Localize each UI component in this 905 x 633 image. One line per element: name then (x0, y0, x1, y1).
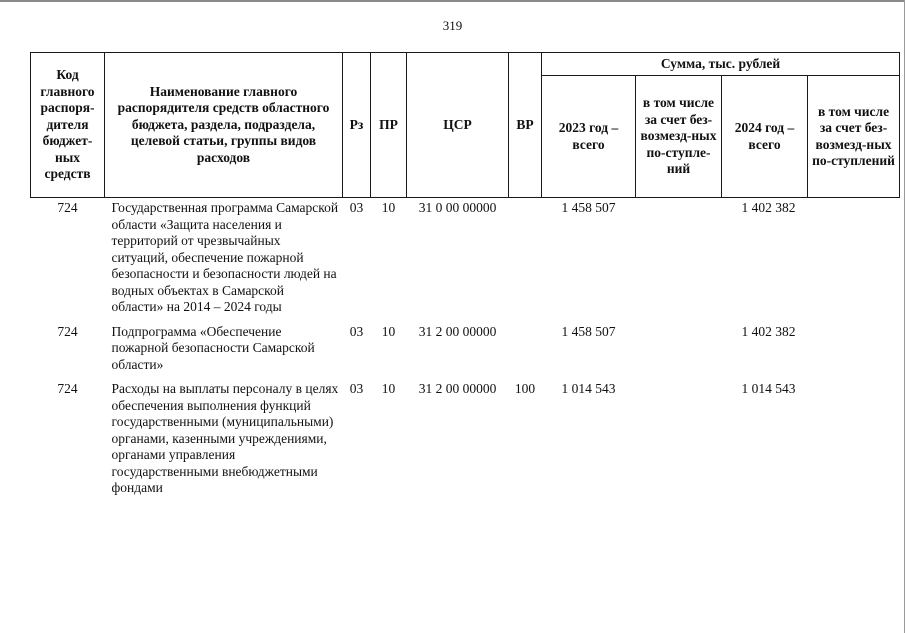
cell-name: Подпрограмма «Обеспечение пожарной безопасности Самарской области» (111, 323, 315, 372)
cell-2023-grants (636, 379, 722, 503)
table-body (31, 198, 900, 503)
cell-csr: 31 2 00 00000 (418, 323, 497, 339)
header-2023-total: 2023 год – всего (542, 76, 636, 198)
cell-csr: 31 0 00 00000 (418, 200, 497, 215)
table-row (31, 379, 900, 503)
cell-name: Расходы на выплаты персоналу в целях обеспечения выполнения функций государственными (муниципальными) органами, казенными учреждениями, органами управления государственными внебюджетными фондами (111, 381, 339, 495)
cell-vr: 100 (514, 381, 536, 396)
cell-pr: 10 (381, 323, 396, 339)
cell-code: 724 (57, 381, 78, 396)
header-rz: Рз (343, 53, 371, 198)
cell-rz: 03 (349, 381, 364, 396)
cell-rz: 03 (349, 200, 364, 215)
table-row (31, 198, 900, 322)
header-code: Код главного распоря-дителя бюджет-ных средств (31, 53, 105, 198)
cell-2024-grants (808, 198, 900, 322)
table-header (31, 53, 900, 198)
cell-rz: 03 (349, 323, 364, 339)
cell-2023-total: 1 458 507 (561, 200, 616, 215)
header-vr: ВР (509, 53, 542, 198)
table-row (31, 322, 900, 380)
header-2024-grants: в том числе за счет без-возмезд-ных по-ступлений (808, 76, 900, 198)
cell-2024-total: 1 402 382 (741, 200, 796, 215)
header-2024-total: 2024 год – всего (722, 76, 808, 198)
cell-code: 724 (57, 200, 78, 215)
cell-2023-total: 1 014 543 (561, 381, 616, 396)
cell-pr: 10 (381, 381, 396, 396)
cell-2023-total: 1 458 507 (561, 323, 616, 339)
cell-vr (509, 322, 542, 380)
budget-table (30, 52, 900, 503)
header-sum-group: Сумма, тыс. рублей (542, 53, 900, 76)
header-name: Наименование главного распорядителя средств областного бюджета, раздела, подраздела, целевой статьи, группы видов расходов (105, 53, 343, 198)
cell-2024-total: 1 402 382 (741, 323, 796, 339)
header-pr: ПР (371, 53, 407, 198)
header-2023-grants: в том числе за счет без-возмезд-ных по-ступле-ний (636, 76, 722, 198)
scan-edge-top (0, 0, 905, 2)
cell-name: Государственная программа Самарской области «Защита населения и территорий от чрезвычайных ситуаций, обеспечение пожарной безопасности и безопасности людей на водных объектах в Самарской области» на 2014 – 2024 годы (111, 200, 339, 314)
header-csr: ЦСР (407, 53, 509, 198)
cell-code: 724 (57, 323, 78, 339)
cell-vr (509, 198, 542, 322)
page-number: 319 (442, 18, 463, 33)
cell-2023-grants (636, 322, 722, 380)
cell-pr: 10 (381, 200, 396, 215)
cell-2024-total: 1 014 543 (741, 381, 796, 396)
cell-2024-grants (808, 379, 900, 503)
cell-csr: 31 2 00 00000 (418, 381, 497, 396)
cell-2023-grants (636, 198, 722, 322)
cell-2024-grants (808, 322, 900, 380)
